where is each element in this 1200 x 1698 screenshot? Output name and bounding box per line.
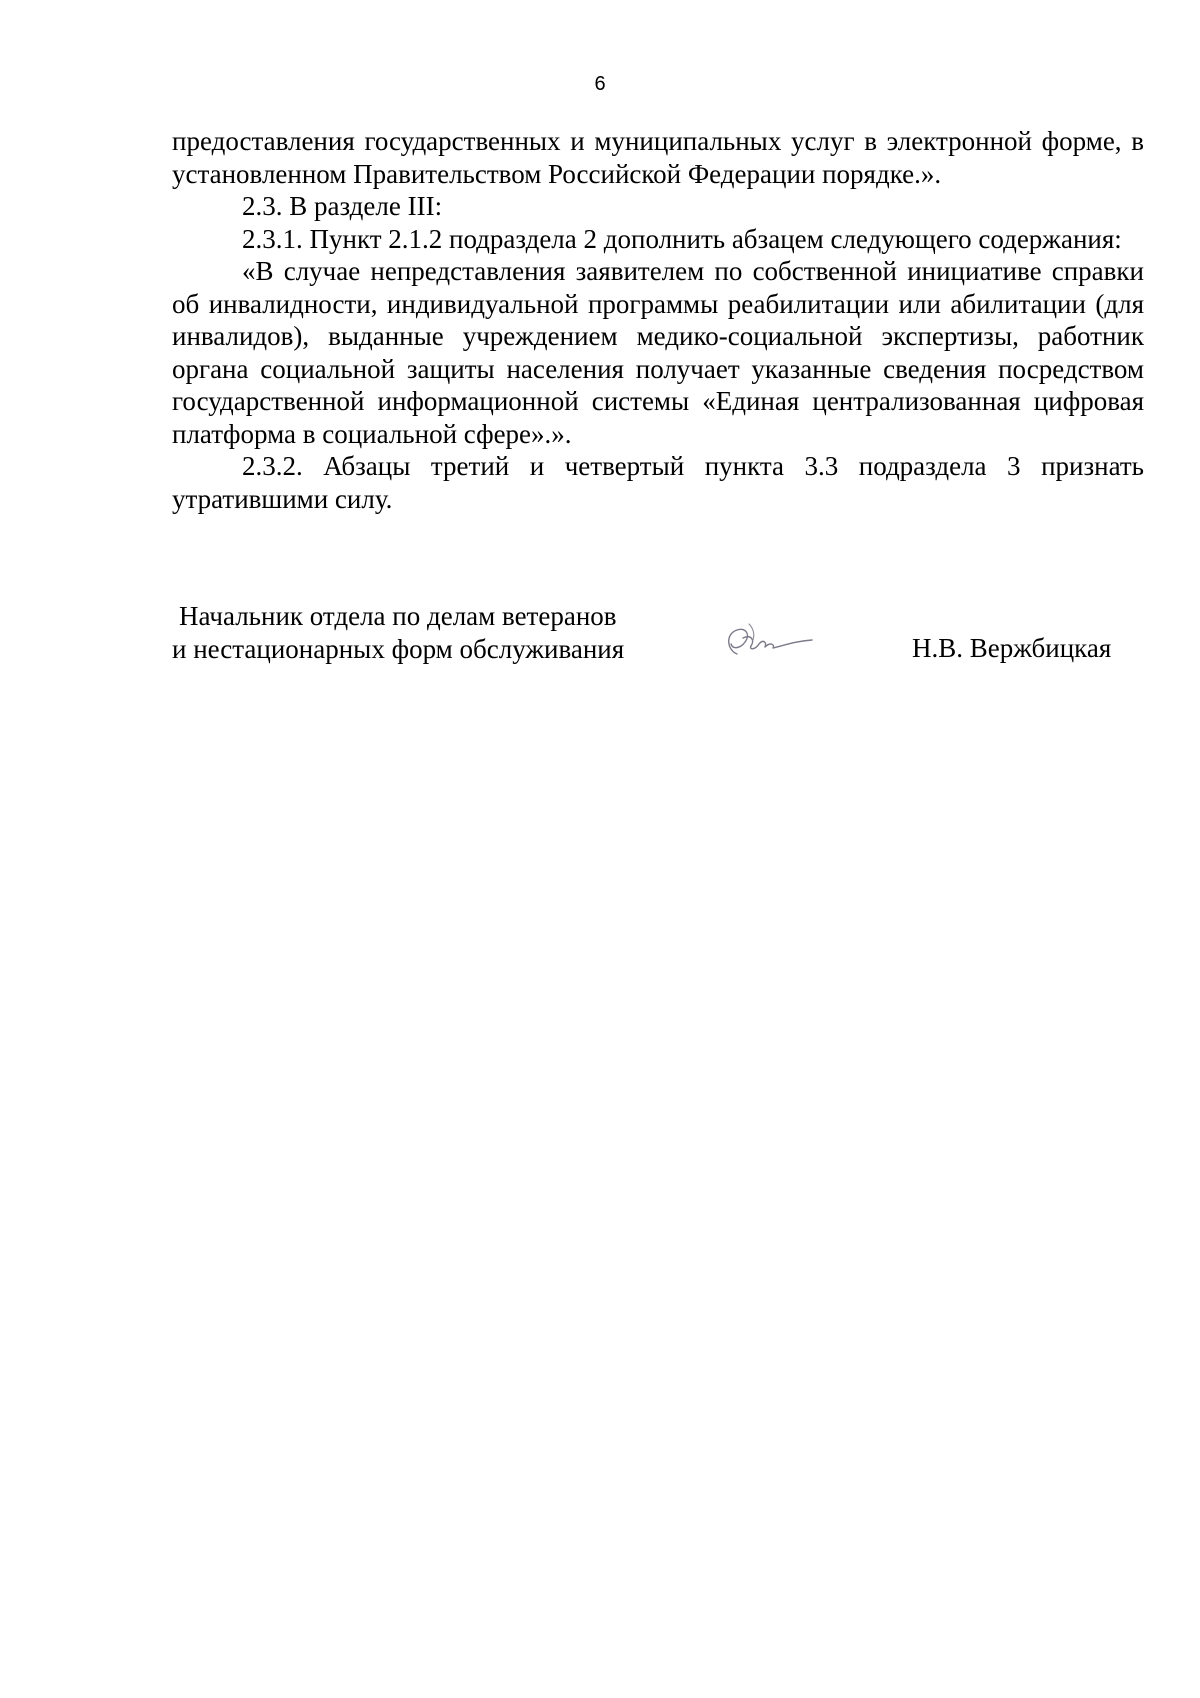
paragraph-item-2-3-2: 2.3.2. Абзацы третий и четвертый пункта 3.3 подраздела 3 признать утратившими силу. [172,451,1144,514]
document-body [172,125,1144,515]
signer-position [172,600,624,665]
signer-position-line1: Начальник отдела по делам ветеранов [179,601,617,631]
signer-name: Н.В. Вержбицкая [912,633,1112,663]
paragraph-continuation: предоставления государственных и муниципальных услуг в электронной форме, в установленном Правительством Российской Федерации порядке.». [172,126,1144,189]
paragraph-item-2-3-1: 2.3.1. Пункт 2.1.2 подраздела 2 дополнить абзацем следующего содержания: [242,223,1122,254]
paragraph-section-heading: 2.3. В разделе III: [242,191,443,221]
signer-position-line2: и нестационарных форм обслуживания [172,633,625,664]
handwritten-signature [715,614,815,662]
page-number: 6 [594,73,606,95]
paragraph-quoted-text: «В случае непредставления заявителем по собственной инициативе справки об инвалидности, индивидуальной программы реабилитации или абилитации (для инвалидов), выданные учреждением медико-социальной экспертизы, работник органа социальной защиты населения получает указанные сведения посредством государственной информационной системы «Единая централизованная цифровая платформа в социальной сфере».». [172,256,1144,449]
